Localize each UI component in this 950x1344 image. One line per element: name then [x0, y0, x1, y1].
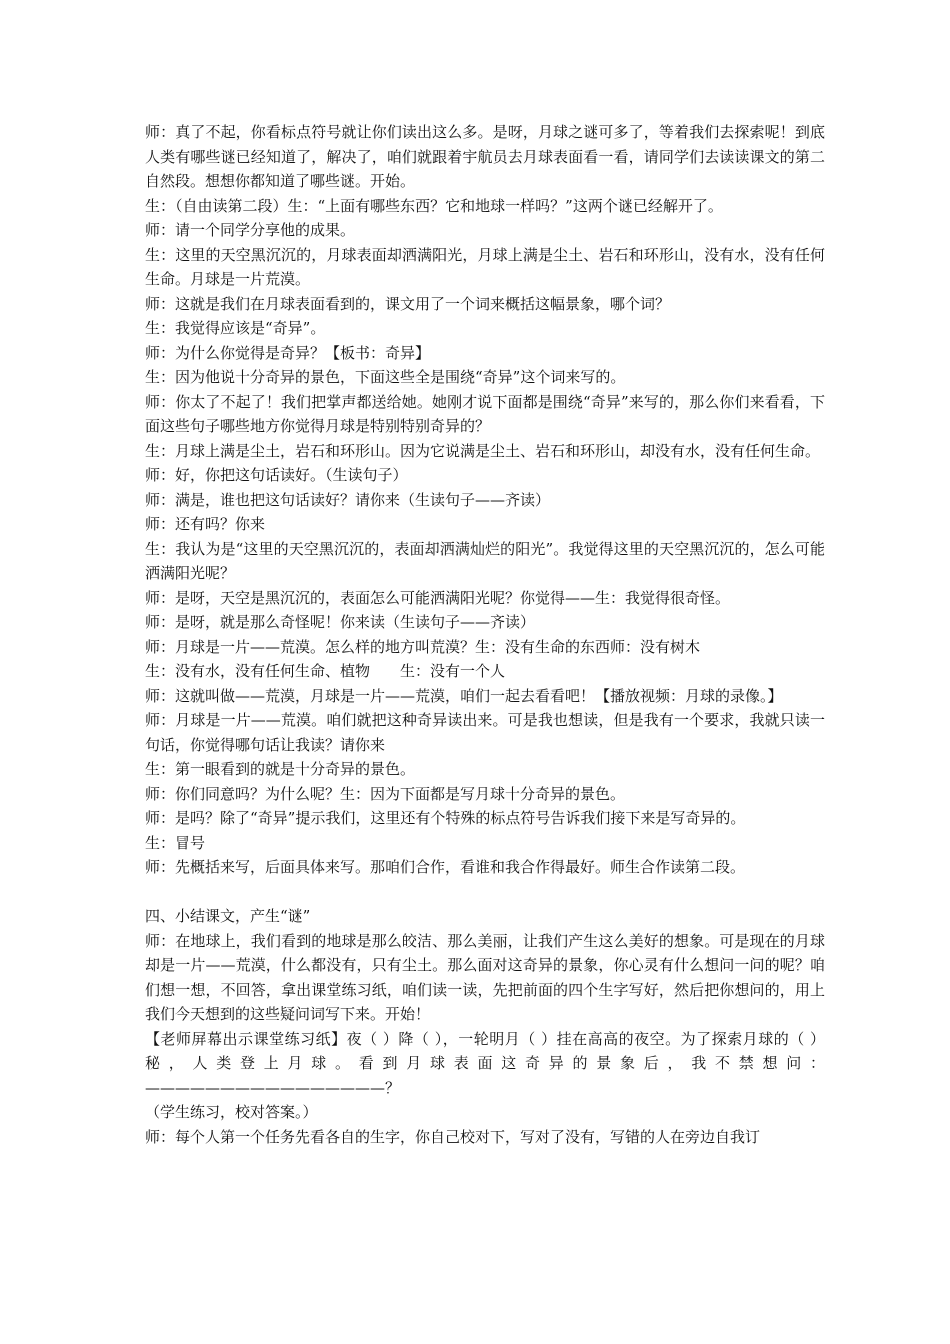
paragraph-8: 生：因为他说十分奇异的景色，下面这些全是围绕“奇异”这个词来写的。: [145, 368, 626, 386]
paragraph-3: 师：请一个同学分享他的成果。: [145, 221, 356, 239]
paragraph-23: 师：是吗？除了“奇异”提示我们，这里还有个特殊的标点符号告诉我们接下来是写奇异的。: [145, 809, 746, 827]
paragraph-20: 师：月球是一片——荒漠。咱们就把这种奇异读出来。可是我也想读，但是我有一个要求，我就只读一句话，你觉得哪句话让我读？请你来: [145, 711, 825, 754]
paragraph-10: 生：月球上满是尘土，岩石和环形山。因为它说满是尘土、岩石和环形山，却没有水，没有任何生命。: [145, 441, 821, 460]
paragraph-5: 师：这就是我们在月球表面看到的，课文用了一个词来概括这幅景象，哪个词？: [145, 294, 671, 313]
paragraph-24: 生：冒号: [145, 833, 206, 852]
paragraph-1: 师：真了不起，你看标点符号就让你们读出这么多。是呀，月球之谜可多了，等着我们去探索呢！到底人类有哪些谜已经知道了，解决了，咱们就跟着宇航员去月球表面看一看，请同学们去读读课文的第二自然段。想想你都知道了哪些谜。开始。: [145, 123, 825, 190]
paragraph-2: 生：（自由读第二段）生：“上面有哪些东西？它和地球一样吗？”这两个谜已经解开了。: [145, 196, 723, 215]
paragraph-14: 生：我认为是“这里的天空黑沉沉的，表面却洒满灿烂的阳光”。我觉得这里的天空黑沉沉的，怎么可能洒满阳光呢？: [145, 539, 825, 582]
paragraph-15: 师：是呀，天空是黑沉沉的，表面怎么可能洒满阳光呢？你觉得——生：我觉得很奇怪。: [145, 588, 731, 607]
paragraph-13: 师：还有吗？你来: [145, 515, 266, 533]
blank-line: [145, 880, 825, 905]
paragraph-29: （学生练习，校对答案。）: [145, 1103, 318, 1121]
section-heading: 四、小结课文，产生“谜”: [145, 907, 311, 925]
paragraph-18: 生：没有水，没有任何生命、植物 生：没有一个人: [145, 662, 506, 680]
paragraph-4: 生：这里的天空黑沉沉的，月球表面却洒满阳光，月球上满是尘土、岩石和环形山，没有水，没有任何生命。月球是一片荒漠。: [145, 245, 825, 288]
paragraph-25: 师：先概括来写，后面具体来写。那咱们合作，看谁和我合作得最好。师生合作读第二段。: [145, 858, 746, 876]
paragraph-16: 师：是呀，就是那么奇怪呢！你来读（生读句子——齐读）: [145, 613, 536, 631]
paragraph-30: 师：每个人第一个任务先看各自的生字，你自己校对下，写对了没有，写错的人在旁边自我订: [145, 1127, 761, 1146]
paragraph-19: 师：这就叫做——荒漠，月球是一片——荒漠，咱们一起去看看吧！【播放视频：月球的录像。】: [145, 686, 783, 705]
paragraph-21: 生：第一眼看到的就是十分奇异的景色。: [145, 760, 416, 778]
paragraph-27: 师：在地球上，我们看到的地球是那么皎洁、那么美丽，让我们产生这么美好的想象。可是现在的月球却是一片——荒漠，什么都没有，只有尘土。那么面对这奇异的景象，你心灵有什么想问一问的呢？咱们想一想，不回答，拿出课堂练习纸，咱们读一读，先把前面的四个生字写好，然后把你想问的，用上我们今天想到的这些疑问词写下来。开始！: [145, 931, 825, 1023]
paragraph-12: 师：满是，谁也把这句话读好？请你来（生读句子——齐读）: [145, 490, 551, 509]
paragraph-22: 师：你们同意吗？为什么呢？生：因为下面都是写月球十分奇异的景色。: [145, 784, 626, 803]
paragraph-17: 师：月球是一片——荒漠。怎么样的地方叫荒漠？生：没有生命的东西师：没有树木: [145, 637, 701, 656]
document-page: [145, 120, 825, 1149]
paragraph-11: 师：好，你把这句话读好。（生读句子）: [145, 466, 408, 484]
paragraph-7: 师：为什么你觉得是奇异？【板书：奇异】: [145, 343, 431, 362]
paragraph-6: 生：我觉得应该是“奇异”。: [145, 319, 326, 337]
paragraph-9: 师：你太了不起了！我们把掌声都送给她。她刚才说下面都是围绕“奇异”来写的，那么你们来看看，下面这些句子哪些地方你觉得月球是特别特别奇异的？: [145, 392, 825, 435]
exercise-paragraph: 【老师屏幕出示课堂练习纸】夜（ ）降（ ），一轮明月（ ）挂在高高的夜空。为了探索月球的（ ）秘，人类登上月球。看到月球表面这奇异的景象后，我不禁想问：————————————————？: [145, 1029, 825, 1097]
